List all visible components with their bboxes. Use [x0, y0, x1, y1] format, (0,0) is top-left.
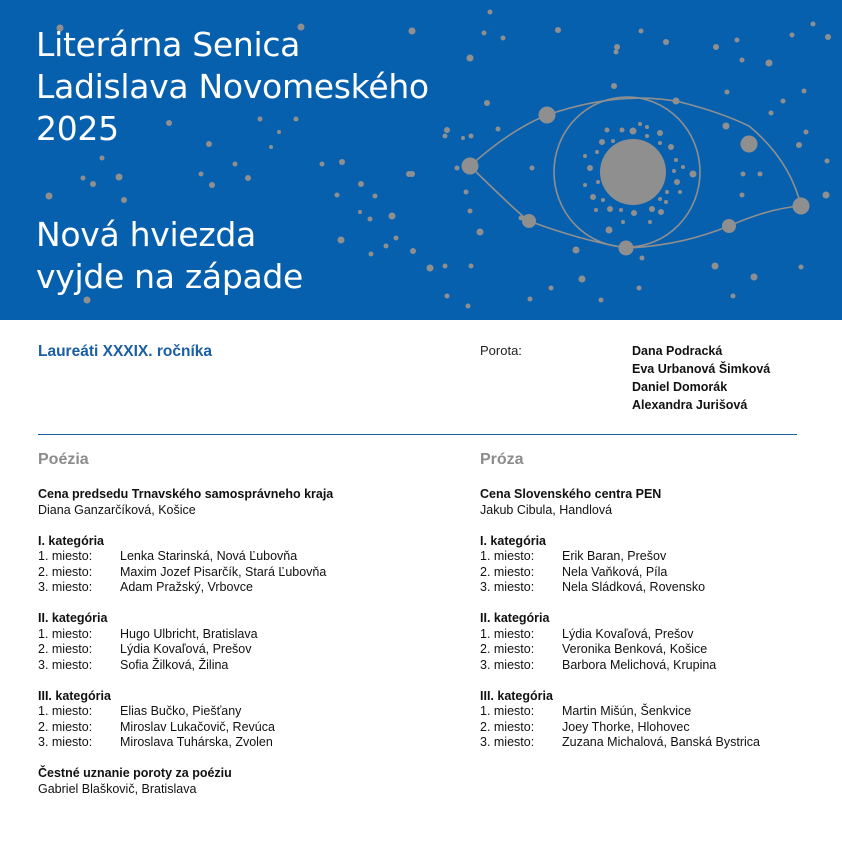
winner-name: Maxim Jozef Pisarčík, Stará Ľubovňa [120, 564, 327, 579]
place-row [480, 580, 842, 596]
place-row [38, 658, 418, 674]
place-label: 3. miesto: [38, 580, 93, 594]
category-group [38, 689, 418, 751]
award-winner: Gabriel Blaškovič, Bratislava [38, 781, 197, 796]
winner-name: Elias Bučko, Piešťany [120, 704, 242, 718]
title-line: 2025 [36, 109, 119, 148]
honorable-mention [38, 766, 418, 797]
category-group [38, 611, 418, 673]
award-title: Cena Slovenského centra PEN [480, 487, 662, 501]
place-row [480, 549, 842, 565]
winner-name: Sofia Žilková, Žilina [120, 657, 229, 672]
winner-name: Veronika Benková, Košice [562, 642, 708, 656]
place-label: 1. miesto: [480, 626, 535, 641]
section-divider [38, 434, 797, 435]
place-label: 3. miesto: [480, 580, 535, 594]
prose-section [480, 450, 842, 766]
winner-name: Lenka Starinská, Nová Ľubovňa [120, 549, 298, 563]
place-row [38, 735, 418, 751]
place-label: 1. miesto: [38, 704, 93, 718]
winner-name: Miroslava Tuhárska, Zvolen [120, 735, 273, 749]
jury-member: Eva Urbanová Šimková [632, 362, 771, 376]
place-row [38, 580, 418, 596]
poetry-section [38, 450, 418, 813]
laureates-heading: Laureáti XXXIX. ročníka [38, 343, 213, 360]
place-label: 1. miesto: [480, 549, 535, 563]
place-label: 2. miesto: [38, 642, 93, 656]
winner-name: Barbora Melichová, Krupina [562, 657, 717, 672]
place-row [38, 627, 418, 643]
subtitle-line: Nová hviezda [36, 215, 256, 254]
winner-name: Erik Baran, Prešov [562, 549, 667, 563]
winner-name: Adam Pražský, Vrbovce [120, 580, 253, 594]
special-award [38, 487, 418, 518]
category-group [480, 611, 842, 673]
award-title: Čestné uznanie poroty za poéziu [38, 766, 232, 780]
winner-name: Lýdia Kovaľová, Prešov [562, 626, 694, 641]
winner-name: Joey Thorke, Hlohovec [562, 719, 690, 734]
place-row [480, 735, 842, 751]
header-banner [0, 0, 842, 320]
place-label: 2. miesto: [38, 719, 93, 734]
winner-name: Zuzana Michalová, Banská Bystrica [562, 735, 761, 749]
category-title: II. kategória [480, 611, 550, 625]
category-title: III. kategória [480, 688, 553, 703]
place-row [38, 549, 418, 565]
place-label: 2. miesto: [38, 564, 93, 579]
place-row [480, 720, 842, 736]
title-line: Ladislava Novomeského [36, 67, 429, 106]
place-label: 1. miesto: [38, 549, 93, 563]
place-row [480, 627, 842, 643]
category-title: II. kategória [38, 611, 108, 625]
jury-member: Dana Podracká [632, 344, 723, 358]
award-winner: Jakub Cibula, Handlová [480, 502, 613, 517]
winner-name: Nela Sládková, Rovensko [562, 580, 706, 594]
subtitle-line: vyjde na západe [36, 257, 304, 296]
place-row [38, 642, 418, 658]
jury-list [632, 342, 770, 414]
place-label: 1. miesto: [480, 704, 535, 718]
place-label: 2. miesto: [480, 564, 535, 579]
place-row [38, 704, 418, 720]
category-group [480, 689, 842, 751]
event-subtitle [36, 214, 303, 298]
winner-name: Hugo Ulbricht, Bratislava [120, 626, 258, 641]
category-title: I. kategória [480, 533, 546, 548]
title-line: Literárna Senica [36, 25, 301, 64]
award-winner: Diana Ganzarčíková, Košice [38, 502, 196, 517]
place-label: 3. miesto: [38, 735, 93, 749]
category-title: III. kategória [38, 688, 111, 703]
category-title: I. kategória [38, 533, 104, 548]
winner-name: Lýdia Kovaľová, Prešov [120, 642, 252, 656]
place-label: 3. miesto: [480, 735, 535, 749]
place-label: 1. miesto: [38, 626, 93, 641]
place-label: 2. miesto: [480, 719, 535, 734]
category-group [480, 534, 842, 596]
place-row [480, 565, 842, 581]
place-label: 3. miesto: [480, 657, 535, 672]
winner-name: Martin Mišún, Šenkvice [562, 704, 692, 718]
place-row [38, 720, 418, 736]
prose-heading: Próza [480, 451, 524, 468]
special-award [480, 487, 842, 518]
event-title [36, 24, 429, 150]
place-label: 3. miesto: [38, 657, 93, 672]
place-row [38, 565, 418, 581]
place-row [480, 658, 842, 674]
jury-member: Daniel Domorák [632, 380, 728, 394]
award-title: Cena predsedu Trnavského samosprávneho kraja [38, 487, 334, 501]
jury-member: Alexandra Jurišová [632, 398, 748, 412]
category-group [38, 534, 418, 596]
jury-label: Porota: [480, 343, 522, 358]
winner-name: Nela Vaňková, Píla [562, 564, 668, 579]
winner-name: Miroslav Lukačovič, Revúca [120, 719, 275, 734]
place-label: 2. miesto: [480, 642, 535, 656]
poetry-heading: Poézia [38, 451, 89, 468]
place-row [480, 704, 842, 720]
place-row [480, 642, 842, 658]
